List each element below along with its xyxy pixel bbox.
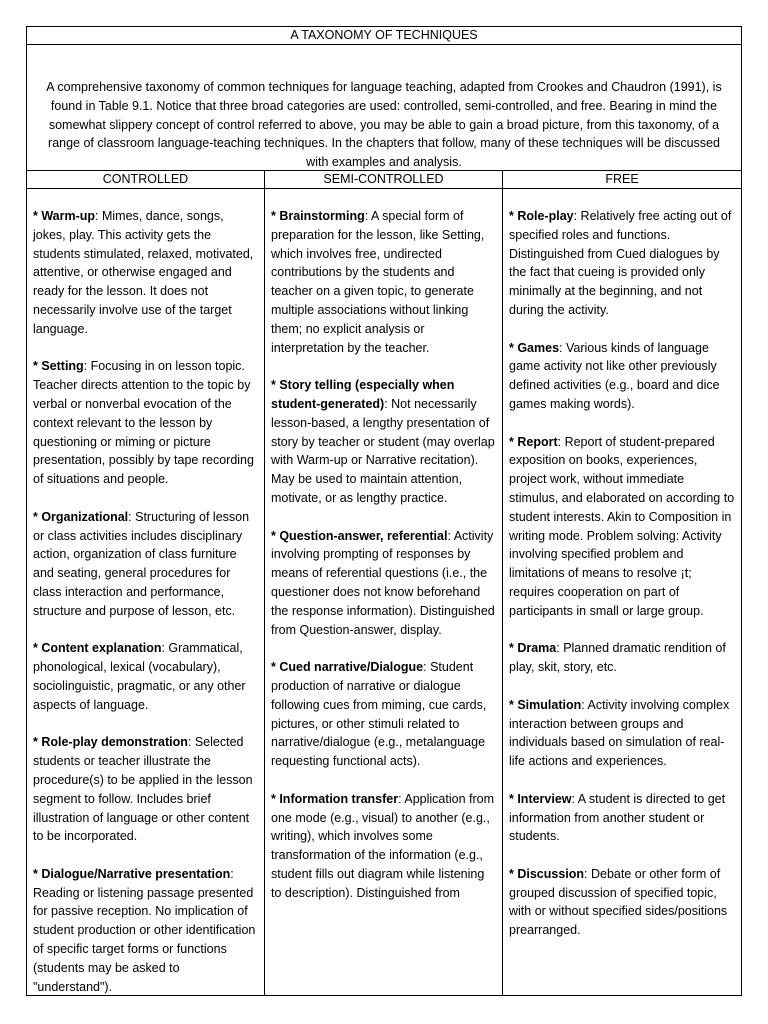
technique-entry — [33, 357, 258, 489]
column-free — [503, 189, 741, 996]
technique-description: : A student is directed to get information from another student or students. — [509, 791, 726, 844]
column-header-row — [27, 171, 741, 189]
technique-description: : Activity involving prompting of responses by means of referential questions (i.e., the questioner does not know beforehand the response information). Distinguished from Question-answer, display. — [271, 528, 495, 637]
column-header-free: FREE — [605, 172, 639, 186]
technique-description: : A special form of preparation for the lesson, like Setting, which involves free, undirected contributions by the students and teacher on a given topic, to generate multiple associations without linking them; no explicit analysis or interpretation by the teacher. — [271, 209, 485, 355]
technique-term: * Question-answer, referential — [271, 528, 448, 543]
technique-description: : Not necessarily lesson-based, a lengthy presentation of story by teacher or student (may overlap with Warm-up or Narrative recitation). May be used to maintain attention, motivate, or as lengthy practice. — [271, 396, 495, 505]
technique-entry — [271, 658, 496, 771]
column-header-controlled: CONTROLLED — [27, 171, 265, 188]
technique-entry — [509, 639, 735, 677]
technique-term: * Information transfer — [271, 791, 399, 806]
technique-term: * Discussion — [509, 866, 585, 881]
technique-term: * Setting — [33, 359, 84, 374]
technique-term: * Role-play — [509, 209, 574, 223]
technique-description: : Student production of narrative or dialogue following cues from miming, cue cards, pictures, or other stimuli related to narrative/dialogue (e.g., metalanguage requesting functional acts). — [271, 660, 487, 769]
technique-entry — [271, 527, 496, 640]
technique-entry — [33, 207, 258, 339]
technique-description: : Report of student-prepared exposition on books, experiences, project work, without immediate stimulus, and elaborated on according to student interests. Akin to Composition in writing mode. Problem solving: Activity involving specified problem and limitations of means to resolve ¡t; requires cooperation on part of participants in small or large group. — [509, 434, 735, 618]
technique-description: : Debate or other form of grouped discussion of specified topic, with or without specified sides/positions prearranged. — [509, 866, 728, 938]
technique-description: : Planned dramatic rendition of play, skit, story, etc. — [509, 641, 726, 675]
technique-description: : Focusing in on lesson topic. Teacher directs attention to the topic by verbal or nonverbal evocation of the context relevant to the lesson by questioning or miming or picture presentation, possibly by tape recording of situations and people. — [33, 359, 254, 487]
technique-description: : Various kinds of language game activity not like other previously defined activities (e.g., board and dice games making words). — [509, 340, 720, 411]
technique-description: : Grammatical, phonological, lexical (vocabulary), sociolinguistic, pragmatic, or any other aspects of language. — [33, 641, 246, 712]
technique-entry — [33, 639, 258, 714]
technique-term: * Dialogue/Narrative presentation — [33, 866, 231, 881]
technique-description: : Application from one mode (e.g., visual) to another (e.g., writing), which involves some transformation of the information (e.g., student fills out diagram while listening to description). Distinguished from — [271, 791, 494, 900]
technique-entry — [271, 207, 496, 357]
technique-term: * Report — [509, 434, 558, 449]
column-header-semi-controlled: SEMI-CONTROLLED — [265, 171, 503, 188]
column-semi-controlled — [265, 189, 503, 996]
technique-description: : Selected students or teacher illustrate the procedure(s) to be applied in the lesson segment to follow. Includes brief illustration of language or other content to be incorporated. — [33, 735, 253, 844]
technique-term: * Content explanation — [33, 641, 162, 656]
technique-description: : Activity involving complex interaction between groups and individuals based on simulation of real-life actions and experiences. — [509, 697, 730, 769]
technique-term: * Games — [509, 340, 560, 355]
technique-entry — [509, 790, 735, 846]
technique-entry — [509, 696, 735, 771]
technique-description: : Reading or listening passage presented for passive reception. No implication of student production or other identification of specific target forms or functions (students may be asked to "understand"). — [33, 866, 256, 994]
technique-term: * Warm-up — [33, 209, 96, 223]
intro-paragraph: A comprehensive taxonomy of common techniques for language teaching, adapted from Crookes and Chaudron (1991), is found in Table 9.1. Notice that three broad categories are used: controlled, semi-controlled, and free. Bearing in mind the somewhat slippery concept of control referred to above, you may be able to gain a broad picture, from this taxonomy, of a range of classroom language-teaching techniques. In the chapters that follow, many of these techniques will be discussed with examples and analysis. — [27, 45, 741, 171]
technique-entry — [509, 433, 735, 621]
technique-term: * Story telling (especially when student-generated) — [271, 378, 455, 411]
technique-entry — [271, 376, 496, 508]
technique-term: * Cued narrative/Dialogue — [271, 660, 424, 675]
technique-term: * Drama — [509, 641, 557, 656]
technique-entry — [509, 207, 735, 320]
technique-term: * Interview — [509, 791, 572, 806]
technique-term: * Brainstorming — [271, 209, 365, 223]
technique-description: : Structuring of lesson or class activities includes disciplinary action, organization of class furniture and seating, general procedures for class interaction and performance, structure and purpose of lesson, etc. — [33, 509, 250, 618]
technique-entry — [33, 733, 258, 846]
table-title: A TAXONOMY OF TECHNIQUES — [27, 27, 741, 45]
technique-columns — [27, 189, 741, 996]
taxonomy-table — [26, 26, 742, 996]
technique-entry — [509, 865, 735, 940]
technique-term: * Simulation — [509, 697, 582, 712]
technique-description: : Relatively free acting out of specified roles and functions. Distinguished from Cued dialogues by the fact that cueing is provided only minimally at the beginning, and not during the activity. — [509, 209, 732, 317]
technique-entry — [33, 865, 258, 996]
column-controlled — [27, 189, 265, 996]
technique-description: : Mimes, dance, songs, jokes, play. This activity gets the students stimulated, relaxed, motivated, attentive, or otherwise engaged and ready for the lesson. It does not necessarily involve use of the target language. — [33, 209, 254, 336]
technique-entry — [271, 790, 496, 903]
technique-entry — [509, 339, 735, 414]
technique-term: * Role-play demonstration — [33, 735, 188, 750]
technique-term: * Organizational — [33, 509, 129, 524]
technique-entry — [33, 508, 258, 621]
